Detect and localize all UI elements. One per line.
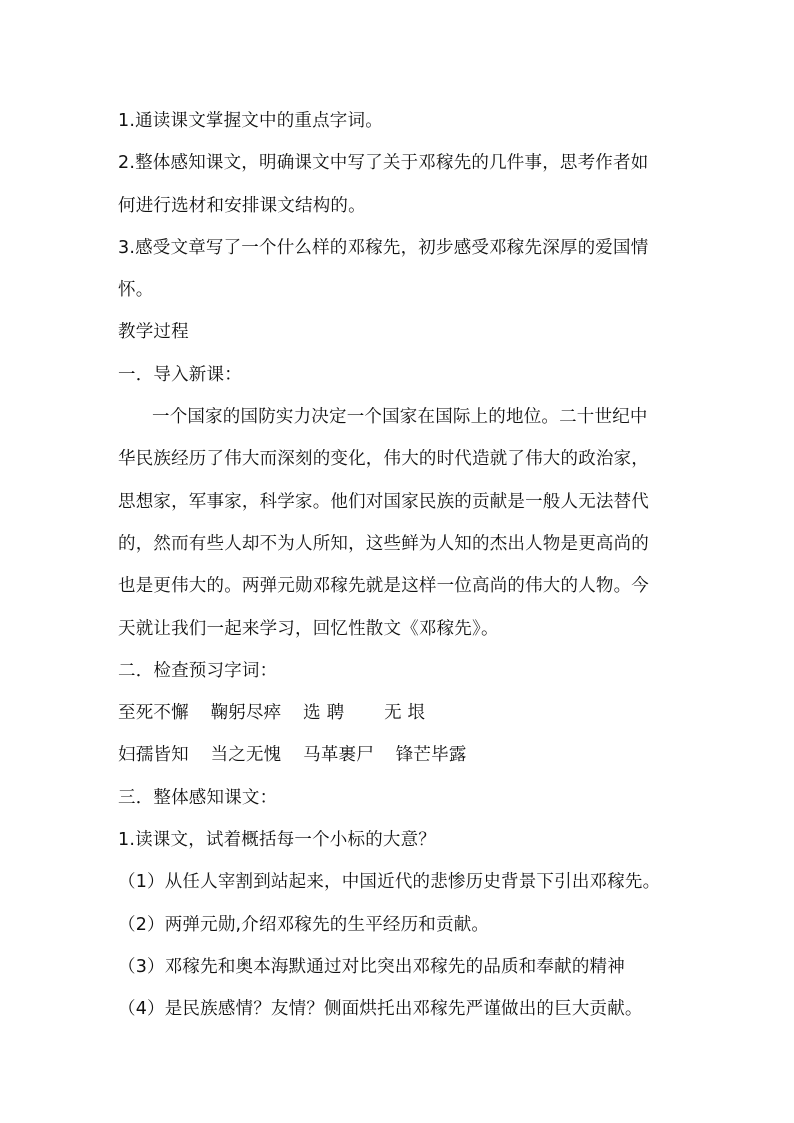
vocab-row-1 <box>118 692 684 734</box>
answer-line-3: （3）邓稼先和奥本海默通过对比突出邓稼先的品质和奉献的精神 <box>118 956 625 977</box>
intro-paragraph-line-4: 的，然而有些人却不为人所知，这些鲜为人知的杰出人物是更高尚的 <box>118 533 649 554</box>
objective-line-2: 2.整体感知课文，明确课文中写了关于邓稼先的几件事，思考作者如 <box>118 153 649 174</box>
answer-line-2: （2）两弹元勋,介绍邓稼先的生平经历和贡献。 <box>118 914 490 935</box>
section3-heading: 三．整体感知课文： <box>118 787 278 808</box>
intro-paragraph-line-1: 一个国家的国防实力决定一个国家在国际上的地位。二十世纪中 <box>152 407 648 428</box>
vocab-word: 妇孺皆知 <box>118 745 189 766</box>
objective-line-3: 何进行选材和安排课文结构的。 <box>118 195 366 216</box>
intro-paragraph-line-5: 也是更伟大的。两弹元勋邓稼先就是这样一位高尚的伟大的人物。今 <box>118 576 649 597</box>
intro-paragraph-line-3: 思想家，军事家，科学家。他们对国家民族的贡献是一般人无法替代 <box>118 491 649 512</box>
section3-question: 1.读课文，试着概括每一个小标的大意？ <box>118 830 436 851</box>
intro-paragraph-line-6: 天就让我们一起来学习，回忆性散文《邓稼先》。 <box>118 618 499 639</box>
vocab-word: 马革裹尸 <box>303 745 374 766</box>
vocab-row-2 <box>118 734 684 776</box>
objective-line-5: 怀。 <box>118 280 154 301</box>
objective-line-1: 1.通读课文掌握文中的重点字词。 <box>118 111 383 131</box>
vocab-word: 选 聘 <box>303 703 345 724</box>
vocab-word: 无 垠 <box>384 703 426 724</box>
vocab-word: 锋芒毕露 <box>395 745 467 766</box>
process-heading: 教学过程 <box>118 322 189 343</box>
vocab-word: 鞠躬尽瘁 <box>210 703 282 724</box>
vocab-word: 至死不懈 <box>118 703 189 724</box>
intro-paragraph-line-2: 华民族经历了伟大而深刻的变化，伟大的时代造就了伟大的政治家， <box>118 449 649 470</box>
vocab-word: 当之无愧 <box>210 745 282 766</box>
answer-line-1: （1）从任人宰割到站起来，中国近代的悲惨历史背景下引出邓稼先。 <box>118 872 661 893</box>
objective-line-4: 3.感受文章写了一个什么样的邓稼先，初步感受邓稼先深厚的爱国情 <box>118 237 649 258</box>
section2-heading: 二．检查预习字词： <box>118 660 278 681</box>
section1-heading: 一．导入新课： <box>118 364 242 385</box>
answer-line-4: （4）是民族感情？友情？侧面烘托出邓稼先严谨做出的巨大贡献。 <box>118 999 643 1020</box>
